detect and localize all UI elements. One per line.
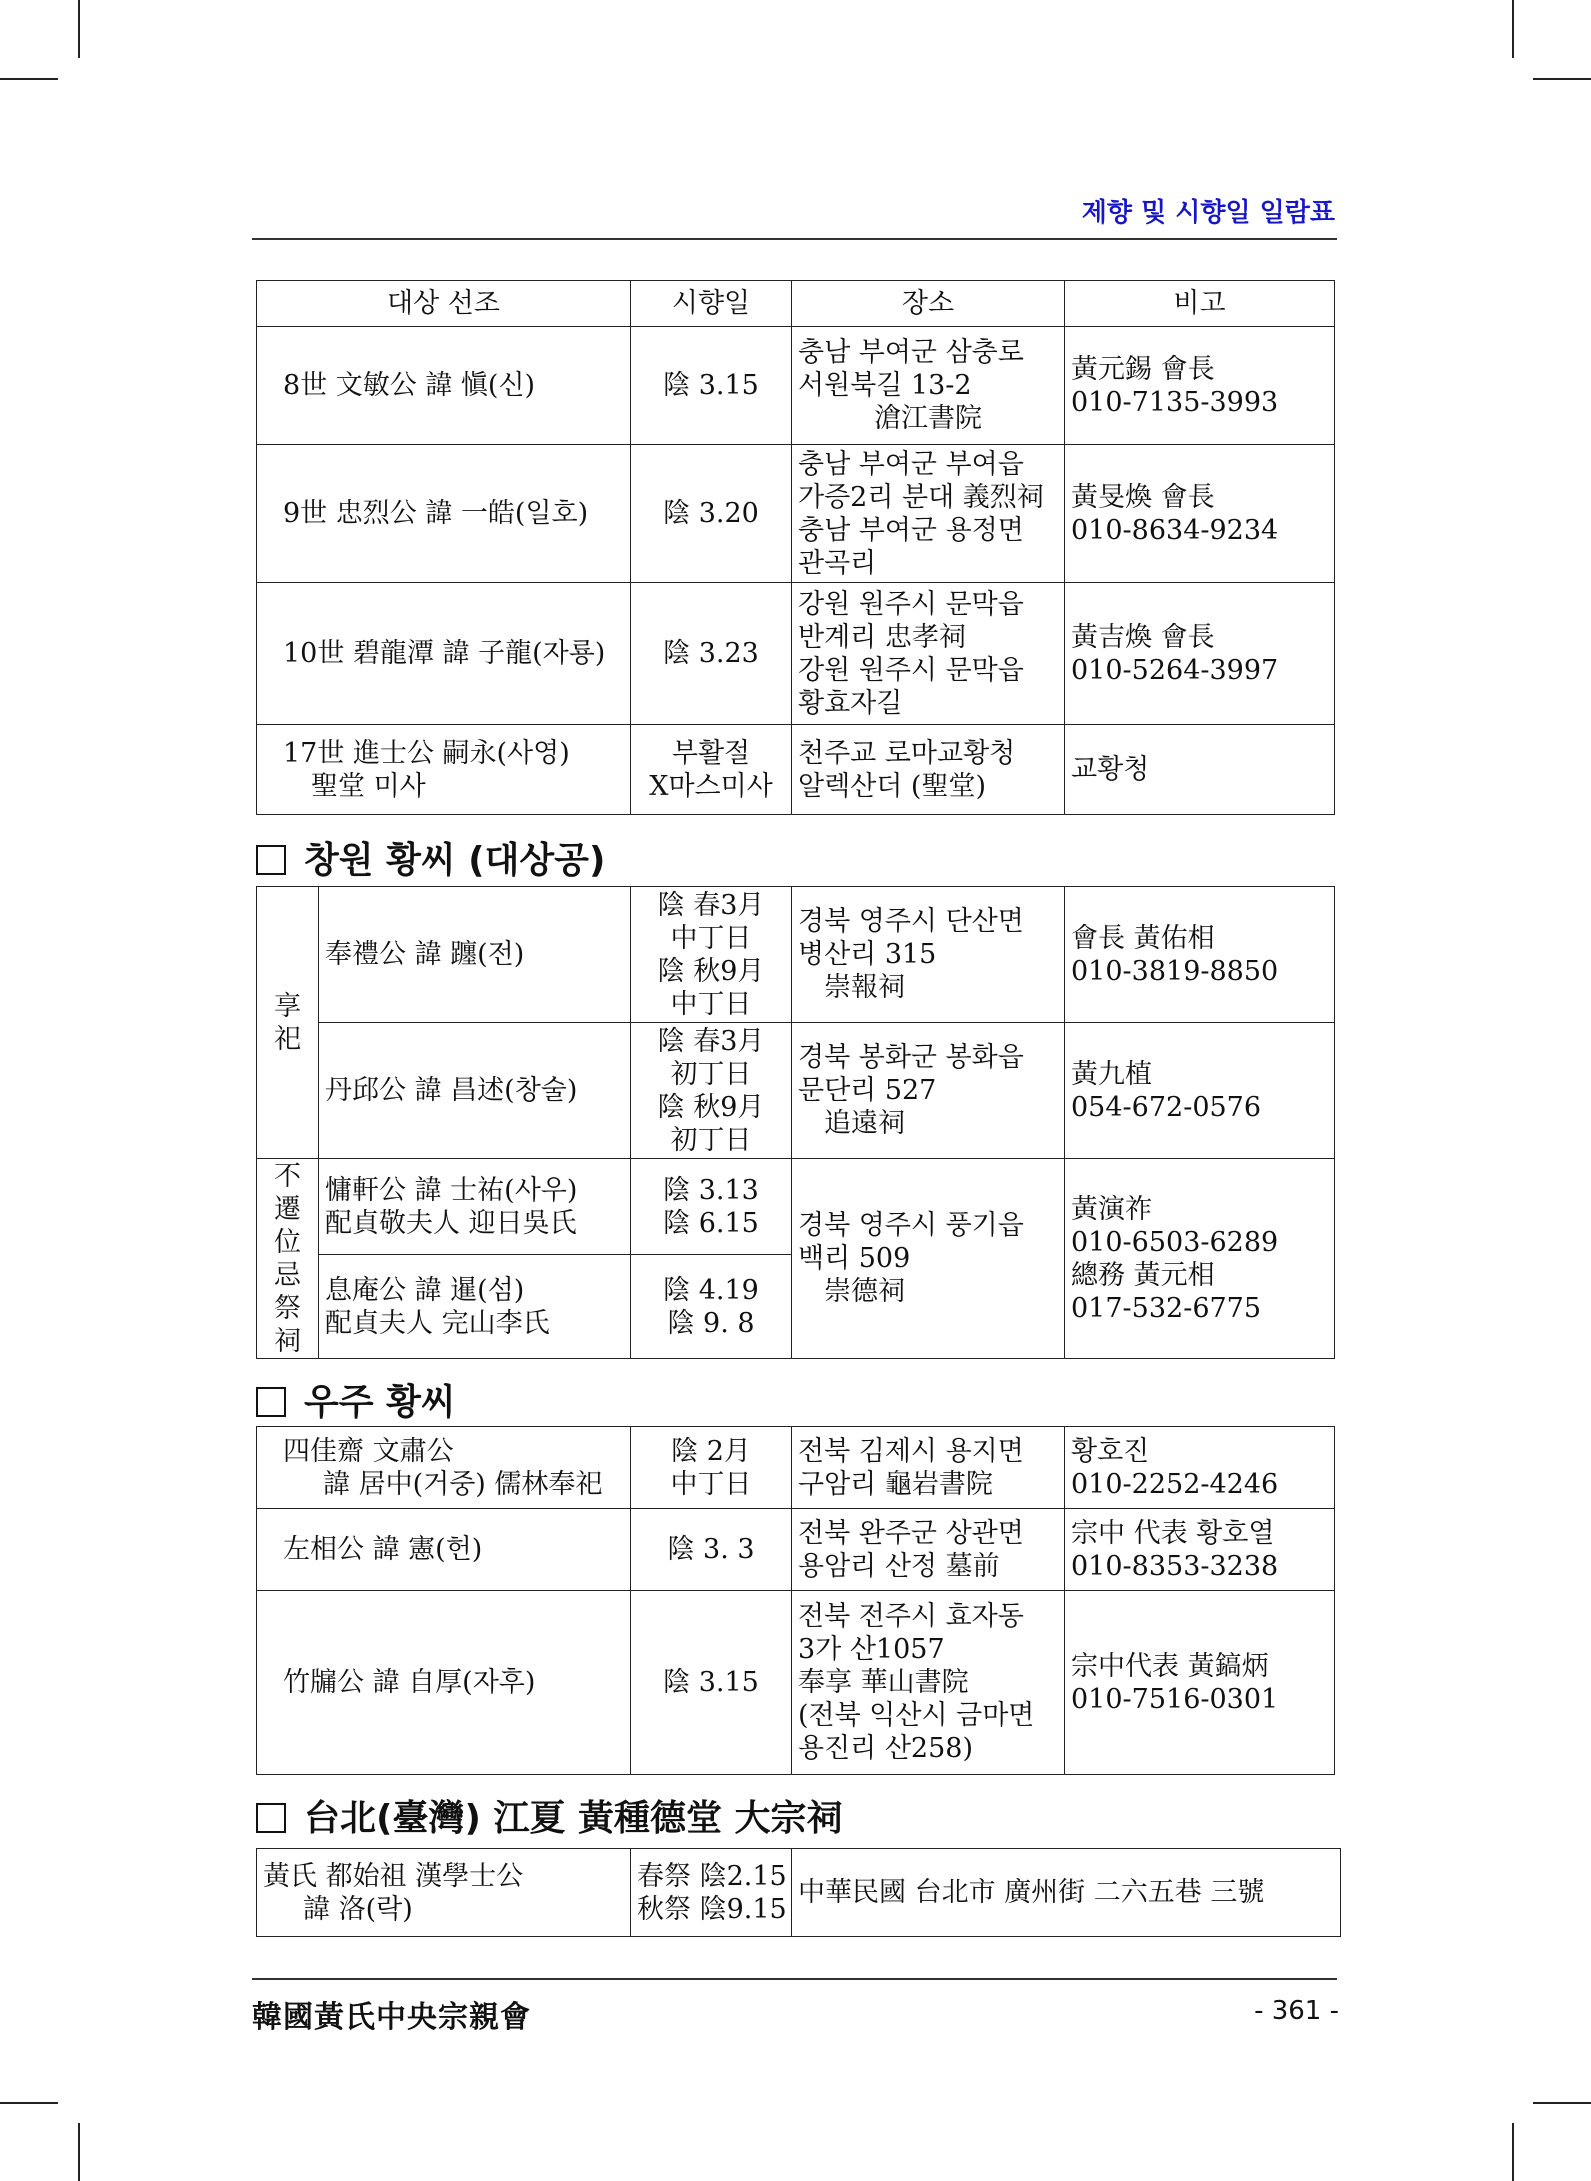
table-row [257, 583, 1335, 725]
ancestor-cell: 17世 進士公 嗣永(사영) 聖堂 미사 [257, 725, 631, 815]
place-cell: 경북 영주시 풍기읍 백리 509 崇德祠 [792, 1159, 1065, 1359]
column-header: 대상 선조 [257, 281, 631, 327]
place-cell: 강원 원주시 문막읍 반계리 忠孝祠 강원 원주시 문막읍 황효자길 [792, 583, 1065, 725]
ritual-table-4 [256, 1848, 1341, 1937]
column-header: 장소 [792, 281, 1065, 327]
table-row [257, 887, 1335, 1023]
ritual-table-1 [256, 280, 1335, 815]
date-cell: 陰 3.15 [631, 1591, 792, 1775]
ancestor-cell: 8世 文敏公 諱 愼(신) [257, 327, 631, 445]
table-row [257, 1427, 1335, 1509]
place-cell: 충남 부여군 부여읍 가증2리 분대 義烈祠 충남 부여군 용정면 관곡리 [792, 445, 1065, 583]
group-label-hyangsa: 享祀 [257, 887, 319, 1159]
ancestor-cell: 奉禮公 諱 躔(전) [319, 887, 631, 1023]
place-cell: 中華民國 台北市 廣州街 二六五巷 三號 [792, 1849, 1341, 1937]
date-cell: 陰 2月 中丁日 [631, 1427, 792, 1509]
table-header-row [257, 281, 1335, 327]
crop-mark [78, 2123, 80, 2181]
note-cell: 宗中 代表 황호열 010-8353-3238 [1065, 1509, 1335, 1591]
place-cell: 전북 전주시 효자동 3가 산1057 奉享 華山書院 (전북 익산시 금마면 용진리 산258) [792, 1591, 1065, 1775]
crop-mark [1533, 2102, 1591, 2104]
crop-mark [1533, 78, 1591, 80]
note-cell: 黃吉煥 會長 010-5264-3997 [1065, 583, 1335, 725]
date-cell: 陰 3.13 陰 6.15 [631, 1159, 792, 1255]
date-cell: 부활절 X마스미사 [631, 725, 792, 815]
ancestor-cell: 竹牖公 諱 自厚(자후) [257, 1591, 631, 1775]
table-row [257, 1849, 1341, 1937]
crop-mark [0, 78, 58, 80]
section-heading: 창원 황씨 (대상공) [256, 832, 605, 883]
place-cell: 천주교 로마교황청 알렉산더 (聖堂) [792, 725, 1065, 815]
place-cell: 전북 완주군 상관면 용암리 산정 墓前 [792, 1509, 1065, 1591]
date-cell: 陰 春3月 初丁日 陰 秋9月 初丁日 [631, 1023, 792, 1159]
section-heading: 台北(臺灣) 江夏 黃種德堂 大宗祠 [256, 1790, 843, 1841]
crop-mark [1512, 2123, 1514, 2181]
ancestor-cell: 左相公 諱 憲(헌) [257, 1509, 631, 1591]
crop-mark [1512, 0, 1514, 58]
note-cell: 會長 黃佑相 010-3819-8850 [1065, 887, 1335, 1023]
section-heading: 우주 황씨 [256, 1374, 456, 1425]
date-cell: 陰 春3月 中丁日 陰 秋9月 中丁日 [631, 887, 792, 1023]
ancestor-cell: 9世 忠烈公 諱 一皓(일호) [257, 445, 631, 583]
ancestor-cell: 慵軒公 諱 士祐(사우) 配貞敬夫人 迎日吳氏 [319, 1159, 631, 1255]
table-row [257, 1591, 1335, 1775]
ritual-table-3 [256, 1426, 1335, 1775]
place-cell: 경북 영주시 단산면 병산리 315 崇報祠 [792, 887, 1065, 1023]
checkbox-icon [256, 1387, 286, 1417]
ritual-table-2 [256, 886, 1335, 1359]
note-cell: 黃九植 054-672-0576 [1065, 1023, 1335, 1159]
date-cell: 陰 4.19 陰 9. 8 [631, 1255, 792, 1359]
date-cell: 陰 3.15 [631, 327, 792, 445]
crop-mark [0, 2102, 58, 2104]
checkbox-icon [256, 1803, 286, 1833]
note-cell: 황호진 010-2252-4246 [1065, 1427, 1335, 1509]
place-cell: 전북 김제시 용지면 구암리 龜岩書院 [792, 1427, 1065, 1509]
date-cell: 陰 3. 3 [631, 1509, 792, 1591]
date-cell: 陰 3.20 [631, 445, 792, 583]
note-cell: 宗中代表 黃鎬炳 010-7516-0301 [1065, 1591, 1335, 1775]
column-header: 시향일 [631, 281, 792, 327]
table-row [257, 445, 1335, 583]
note-cell: 黃旻煥 會長 010-8634-9234 [1065, 445, 1335, 583]
table-row [257, 327, 1335, 445]
crop-mark [78, 0, 80, 58]
organization-name: 韓國黃氏中央宗親會 [252, 2000, 531, 2035]
page-header [252, 192, 1337, 240]
checkbox-icon [256, 845, 286, 875]
column-header: 비고 [1065, 281, 1335, 327]
table-row [257, 1509, 1335, 1591]
ancestor-cell: 四佳齋 文肅公 諱 居中(거중) 儒林奉祀 [257, 1427, 631, 1509]
place-cell: 충남 부여군 삼충로 서원북길 13-2 滄江書院 [792, 327, 1065, 445]
note-cell: 黃演祚 010-6503-6289 總務 黃元相 017-532-6775 [1065, 1159, 1335, 1359]
date-cell: 陰 3.23 [631, 583, 792, 725]
page-title: 제향 및 시향일 일람표 [1081, 198, 1335, 228]
ancestor-cell: 丹邱公 諱 昌述(창술) [319, 1023, 631, 1159]
note-cell: 黃元錫 會長 010-7135-3993 [1065, 327, 1335, 445]
note-cell: 교황청 [1065, 725, 1335, 815]
group-label-bulcheonwi: 不遷位忌祭祠 [257, 1159, 319, 1359]
date-cell: 春祭 陰2.15 秋祭 陰9.15 [631, 1849, 792, 1937]
ancestor-cell: 息庵公 諱 暹(섬) 配貞夫人 完山李氏 [319, 1255, 631, 1359]
page-number: - 361 - [1254, 1996, 1339, 2026]
footer-divider [252, 1978, 1337, 1980]
table-row [257, 1023, 1335, 1159]
place-cell: 경북 봉화군 봉화읍 문단리 527 追遠祠 [792, 1023, 1065, 1159]
ancestor-cell: 10世 碧龍潭 諱 子龍(자룡) [257, 583, 631, 725]
table-row [257, 725, 1335, 815]
ancestor-cell: 黃氏 都始祖 漢學士公 諱 洛(락) [257, 1849, 631, 1937]
table-row [257, 1159, 1335, 1255]
